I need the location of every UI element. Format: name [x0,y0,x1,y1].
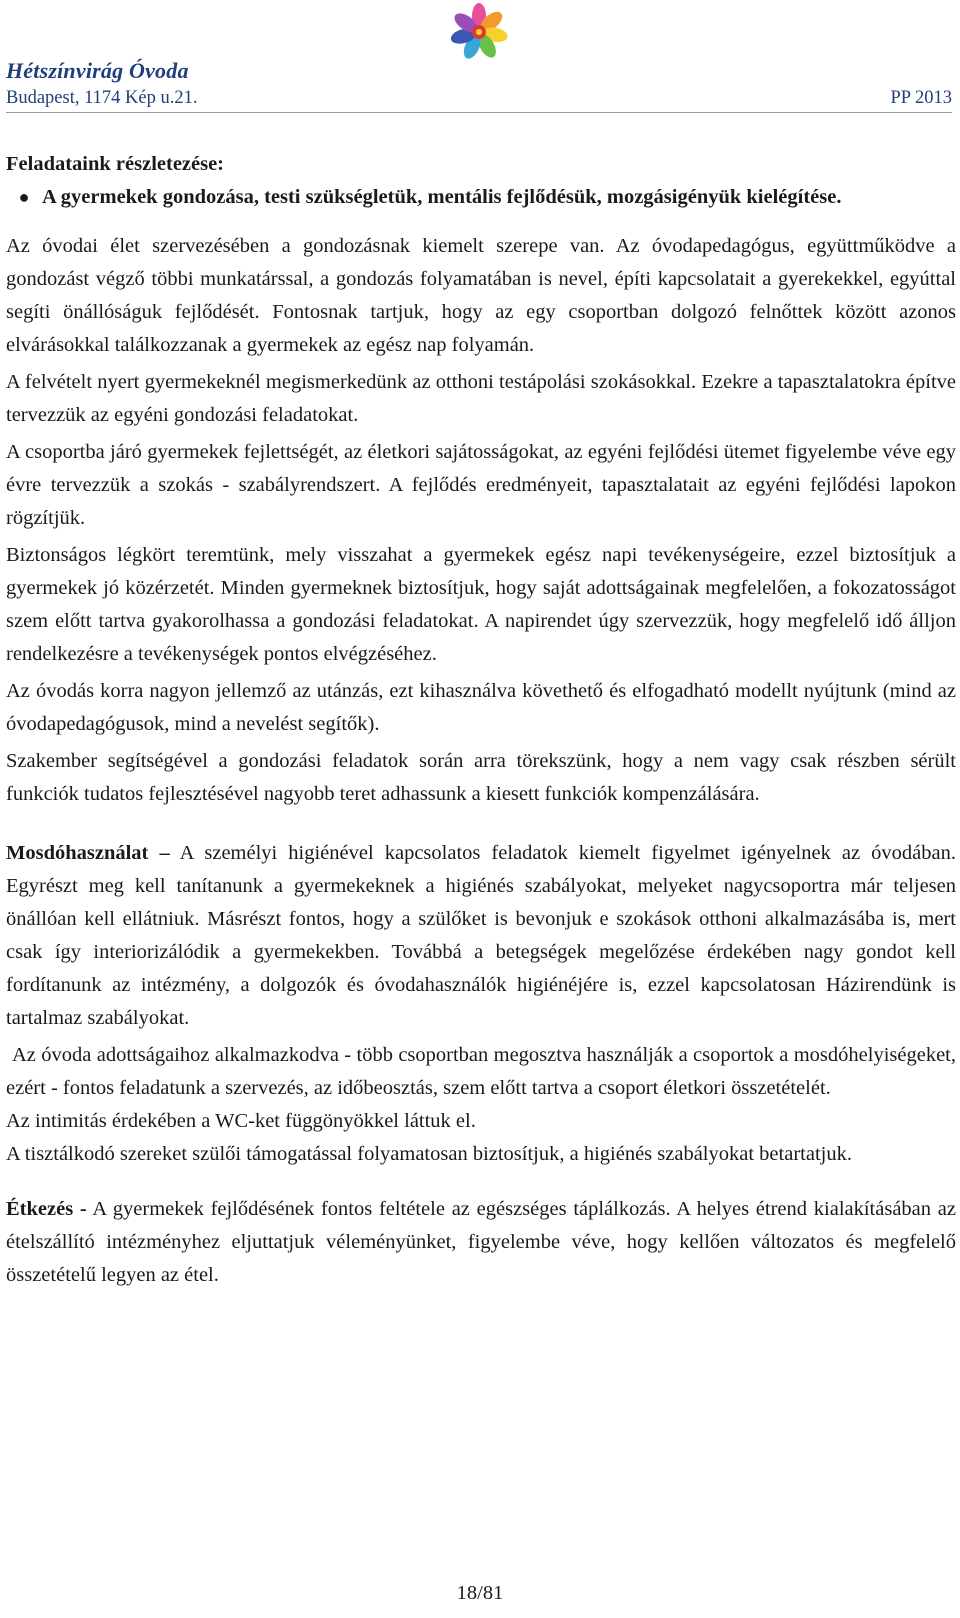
org-address: Budapest, 1174 Kép u.21. [6,88,198,108]
header-divider [6,112,952,113]
paragraph: Az óvodás korra nagyon jellemző az utánzás, ezt kihasználva követhető és elfogadható modellt nyújtunk (mind az óvodapedagógusok, mind a nevelést segítők). [6,680,956,735]
paragraph: Biztonságos légkört teremtünk, mely visszahat a gyermekek egész napi tevékenységeire, ezzel biztosítjuk a gyermekek jó közérzetét. Minden gyermeknek biztosítjuk, hogy saját adottságainak megfelelően, a fokozatosságot szem előtt tartva gyakorolhassa a gondozási feladatokat. A napirendet úgy szervezzük, hogy megfelelő idő álljon rendelkezésre a tevékenységek pontos elvégzéséhez. [6,544,956,665]
section-heading: Feladataink részletezése: [6,153,225,175]
document-code: PP 2013 [890,88,952,108]
paragraph-label: Étkezés - [6,1198,87,1220]
flower-logo-icon [432,2,526,60]
org-name: Hétszínvirág Óvoda [6,58,189,83]
paragraph: Az intimitás érdekében a WC-ket függönyökkel láttuk el. [6,1110,476,1132]
paragraph: A felvételt nyert gyermekeknél megismerkedünk az otthoni testápolási szokásokkal. Ezekre a tapasztalatokra építve tervezzük az egyéni gondozási feladatokat. [6,371,956,426]
paragraph-text: A gyermekek fejlődésének fontos feltétele az egészséges táplálkozás. A helyes étrend kialakításában az ételszállító intézményhez eljuttatjuk véleményünket, figyelembe véve, hogy kellően változatos és megfelelő összetételű legyen az étel. [6,1198,956,1286]
document-body [6,148,956,1296]
paragraph: A tisztálkodó szereket szülői támogatással folyamatosan biztosítjuk, a higiénés szabályokat betartatjuk. [6,1143,852,1165]
bullet-item [6,181,956,214]
paragraph-text: A személyi higiénével kapcsolatos feladatok kiemelt figyelmet igényelnek az óvodában. Egyrészt meg kell tanítanunk a gyermekeknek a higiénés szabályokat, melyeket nagycsoportra már teljesen önállóan kell ellátniuk. Másrészt fontos, hogy a szülőket is bevonjuk e szokások otthoni alkalmazásába is, mert csak így interiorizálódik a gyermekekben. Továbbá a betegségek megelőzése érdekében nagy gondot kell fordítanunk az intézmény, a dolgozók és óvodahasználók higiénéjére is, ezzel kapcsolatosan Házirendünk is tartalmaz szabályokat. [6,842,956,1029]
spacer [6,1171,956,1193]
paragraph-mosdohasznalat [6,837,956,1035]
paragraph: A csoportba járó gyermekek fejlettségét, az életkori sajátosságokat, az egyéni fejlődési ütemet figyelembe véve egy évre tervezzük a szokás - szabályrendszert. A fejlődés eredményeit, tapasztalatait az egyéni fejlődési lapokon rögzítjük. [6,441,956,529]
paragraph: Az óvoda adottságaihoz alkalmazkodva - több csoportban megosztva használják a csoportok a mosdóhelyiségeket, ezért - fontos feladatunk a szervezés, az időbeosztás, szem előtt tartva a csoport életkori összetételét. [6,1044,956,1099]
paragraph-etkezes [6,1193,956,1292]
bullet-text: A gyermekek gondozása, testi szükségletük, mentális fejlődésük, mozgásigényük kielégítése. [42,186,842,208]
spacer [6,815,956,837]
page-number: 18/81 [456,1582,504,1604]
paragraph: Szakember segítségével a gondozási feladatok során arra törekszünk, hogy a nem vagy csak részben sérült funkciók tudatos fejlesztésével nagyobb teret adhassunk a kiesett funkciók kompenzálására. [6,750,956,805]
paragraph-label: Mosdóhasználat – [6,842,170,864]
bullet-icon: ● [18,187,30,207]
paragraph: Az óvodai élet szervezésében a gondozásnak kiemelt szerepe van. Az óvodapedagógus, együttműködve a gondozást végző többi munkatárssal, a gondozás folyamatában is nevel, építi kapcsolatait a gyerekekkel, egyúttal segíti önállóságuk fejlődését. Fontosnak tartjuk, hogy az egy csoportban dolgozó felnőttek között azonos elvárásokkal találkozzanak a gyermekek az egész nap folyamán. [6,235,956,356]
